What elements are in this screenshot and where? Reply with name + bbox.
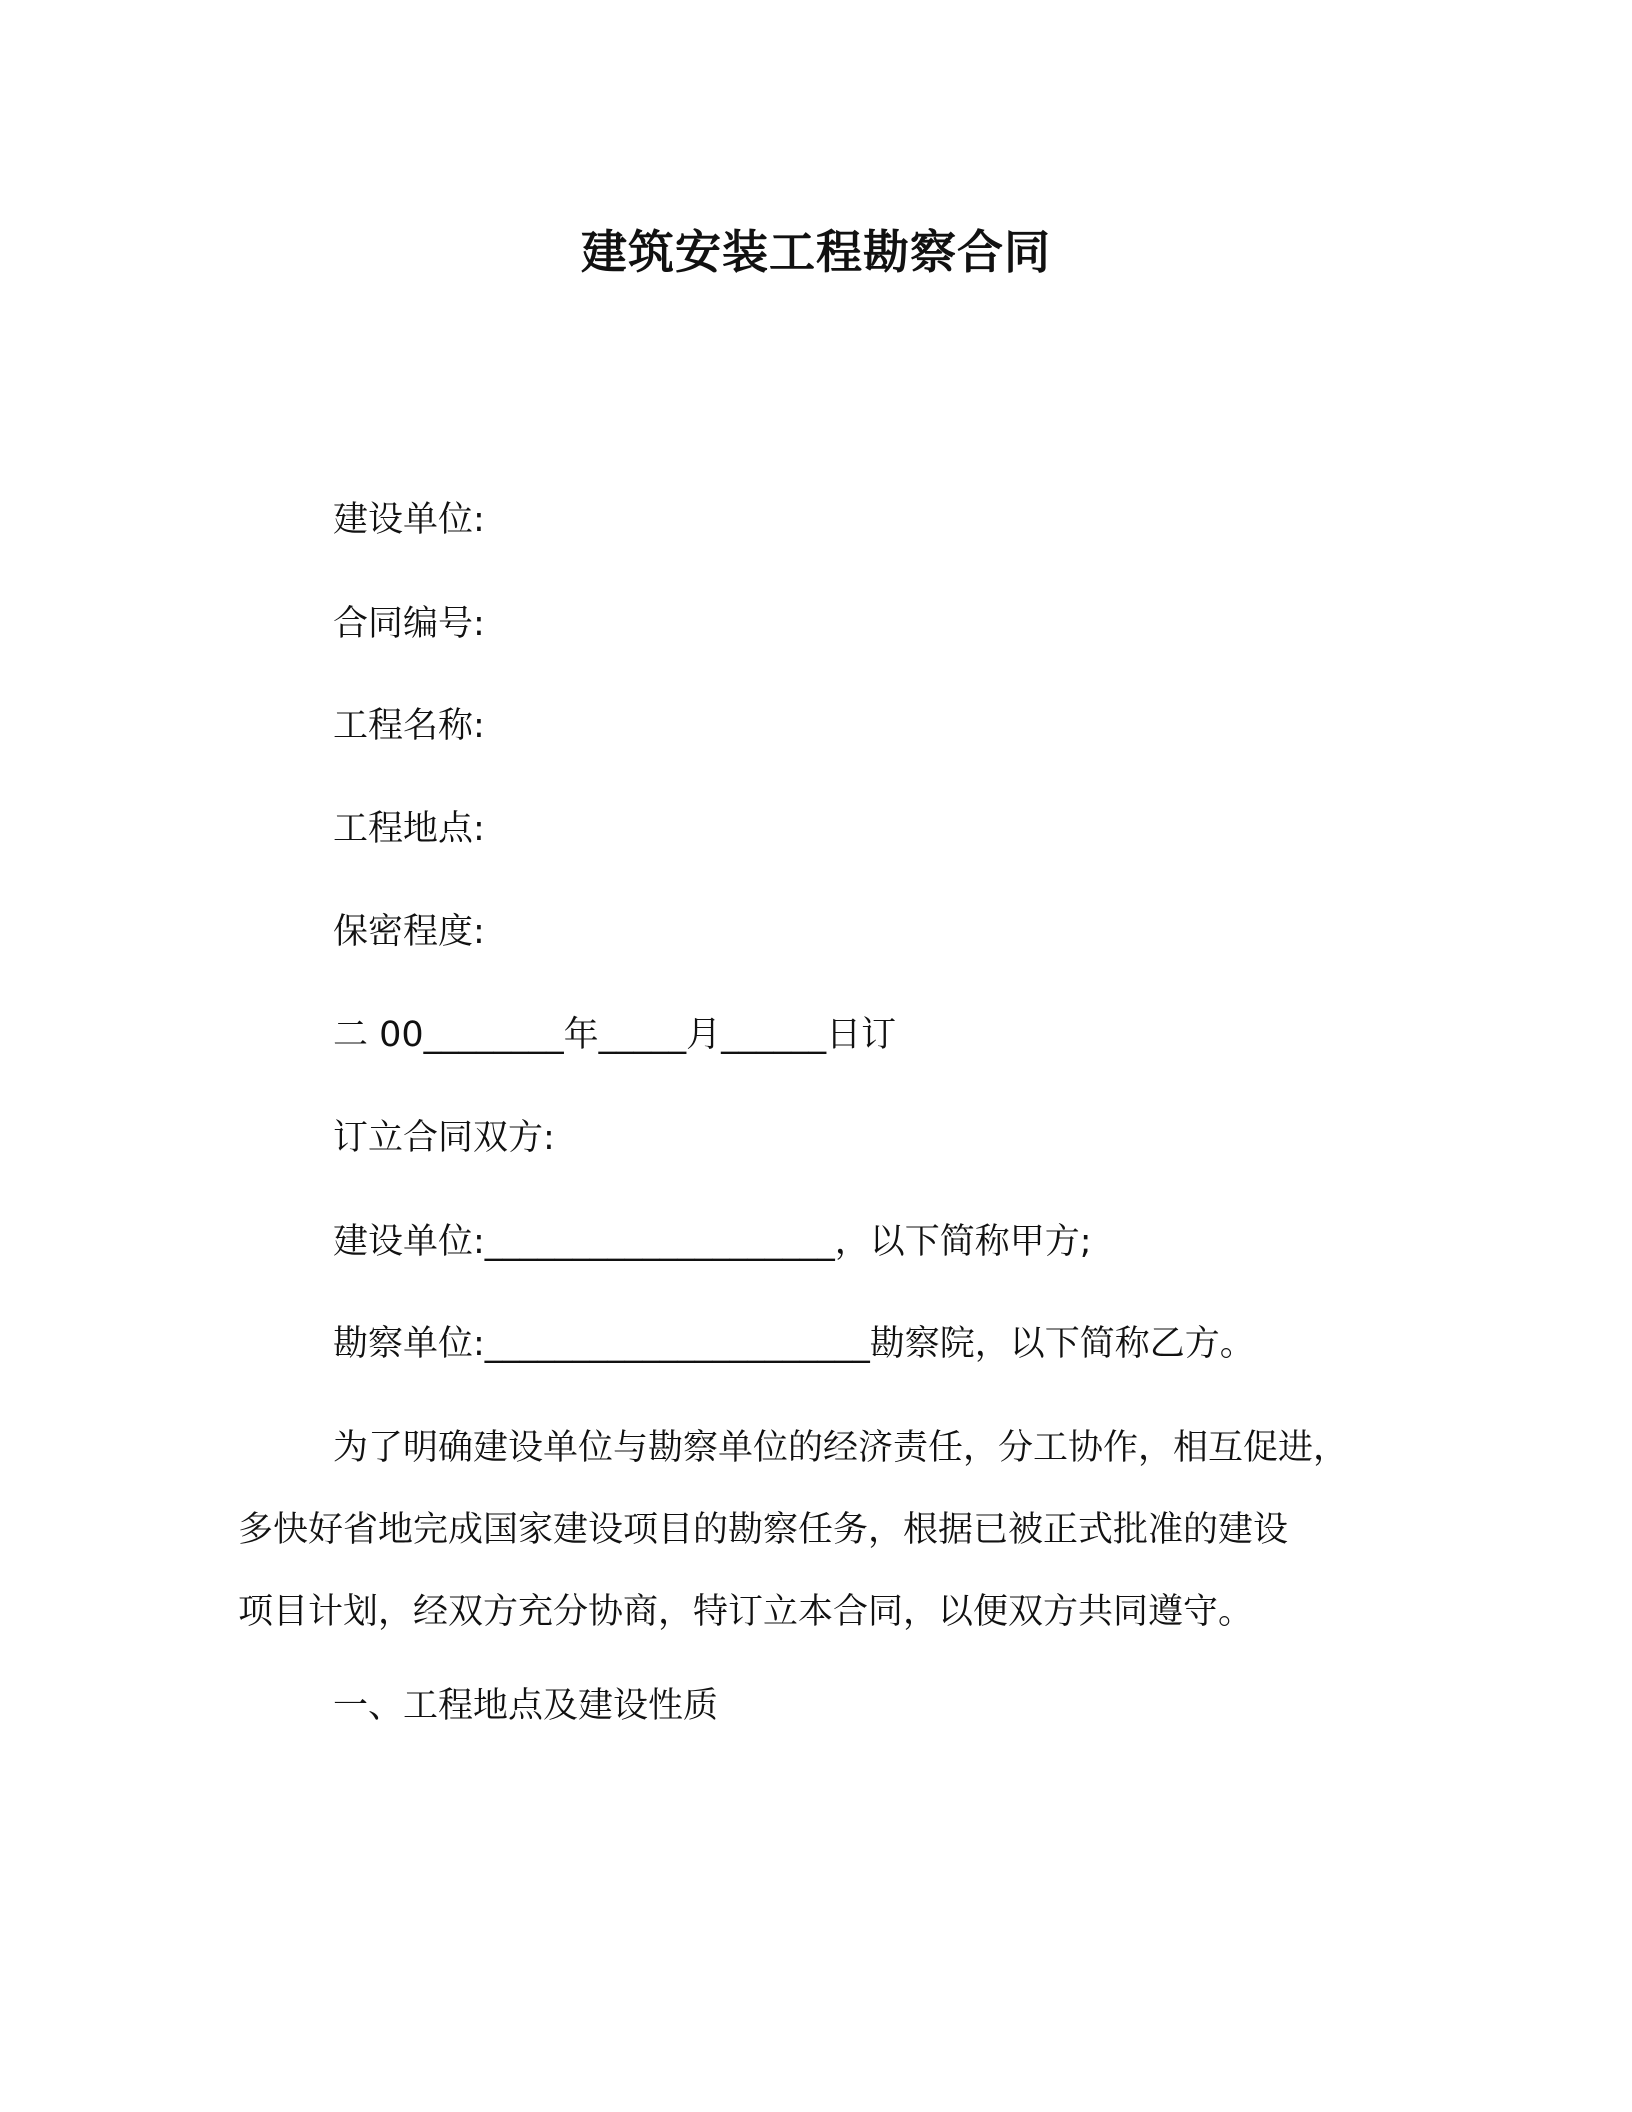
intro-paragraph-line: 为了明确建设单位与勘察单位的经济责任，分工协作，相互促进，	[333, 1428, 1349, 1468]
signing-date-line: 二 00________年_____月______日订	[333, 1015, 897, 1055]
contract-no-label: 合同编号:	[333, 604, 485, 644]
builder-unit-label: 建设单位:	[333, 500, 485, 540]
section-1-heading: 一、工程地点及建设性质	[333, 1686, 719, 1726]
party-b-line: 勘察单位:______________________勘察院，以下简称乙方。	[333, 1324, 1255, 1364]
intro-paragraph-line: 项目计划，经双方充分协商，特订立本合同，以便双方共同遵守。	[238, 1592, 1254, 1632]
intro-paragraph	[238, 1424, 1438, 1632]
parties-heading: 订立合同双方:	[333, 1118, 555, 1158]
document-title: 建筑安装工程勘察合同	[581, 225, 1051, 279]
intro-paragraph-line: 多快好省地完成国家建设项目的勘察任务，根据已被正式批准的建设	[238, 1510, 1289, 1550]
party-a-line: 建设单位:____________________，以下简称甲方;	[333, 1222, 1092, 1262]
confidentiality-label: 保密程度:	[333, 912, 485, 952]
project-name-label: 工程名称:	[333, 706, 485, 746]
project-location-label: 工程地点:	[333, 809, 485, 849]
